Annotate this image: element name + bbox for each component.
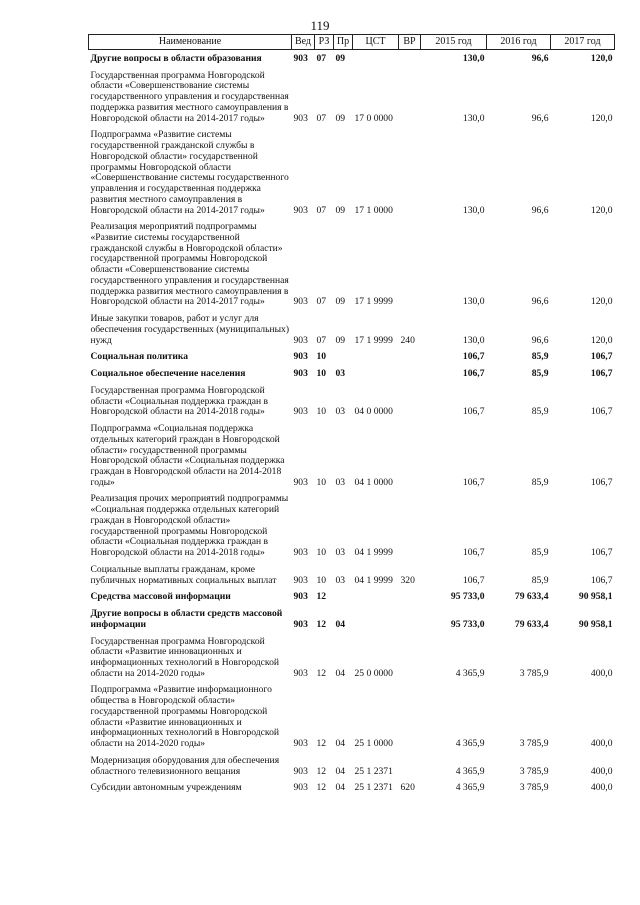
cell-2016: 3 785,9 xyxy=(519,782,549,794)
cell-cst: 25 1 0000 xyxy=(354,738,393,750)
cell-cst xyxy=(353,605,399,632)
cell-2016: 3 785,9 xyxy=(519,738,549,750)
cell-cst: 25 1 2371 xyxy=(354,765,393,777)
cell-ved: 903 xyxy=(293,204,308,216)
cell-rz: 12 xyxy=(316,765,327,777)
cell-cst xyxy=(353,365,399,382)
cell-2016: 85,9 xyxy=(531,368,549,380)
cell-rz: 10 xyxy=(316,351,327,363)
table-row xyxy=(89,633,615,682)
cell-rz: 12 xyxy=(316,782,327,794)
cell-2017: 106,7 xyxy=(590,351,613,363)
cell-2017: 106,7 xyxy=(590,476,613,488)
header-cst: ЦСТ xyxy=(353,35,399,50)
table-header xyxy=(89,35,615,50)
cell-2017: 106,7 xyxy=(590,547,613,559)
cell-2016: 79 633,4 xyxy=(514,618,549,630)
cell-name: Средства массовой информации xyxy=(90,591,231,603)
cell-vr xyxy=(399,218,421,310)
table-row xyxy=(89,348,615,365)
cell-2017: 106,7 xyxy=(590,406,613,418)
cell-2017: 120,0 xyxy=(590,296,613,308)
cell-pr: 09 xyxy=(335,53,346,64)
cell-pr: 09 xyxy=(335,334,346,346)
table-row xyxy=(89,50,615,67)
cell-2015: 130,0 xyxy=(462,296,485,308)
table-row xyxy=(89,382,615,420)
cell-2015: 106,7 xyxy=(462,574,485,586)
table-row xyxy=(89,779,615,796)
cell-ved: 903 xyxy=(293,53,308,64)
cell-vr xyxy=(399,605,421,632)
cell-pr xyxy=(334,348,353,365)
cell-2015: 4 365,9 xyxy=(455,765,485,777)
page-number: 119 xyxy=(310,18,330,33)
table-row xyxy=(89,681,615,751)
cell-2016: 85,9 xyxy=(531,476,549,488)
cell-pr: 04 xyxy=(335,738,346,750)
cell-rz: 07 xyxy=(316,334,327,346)
table-row xyxy=(89,365,615,382)
cell-pr: 03 xyxy=(335,547,346,559)
cell-name: Государственная программа Новгородской области «Социальная поддержка граждан в Новгородской области на 2014-2018 годы» xyxy=(90,384,269,418)
cell-cst: 25 0 0000 xyxy=(354,667,393,679)
cell-2017: 90 958,1 xyxy=(578,591,613,603)
cell-cst: 04 1 9999 xyxy=(354,574,393,586)
cell-rz: 10 xyxy=(316,476,327,488)
cell-vr xyxy=(399,50,421,67)
cell-rz: 12 xyxy=(316,591,327,603)
cell-pr: 04 xyxy=(335,765,346,777)
cell-pr: 09 xyxy=(335,296,346,308)
cell-name: Иные закупки товаров, работ и услуг для обеспечения государственных (муниципальных) нужд xyxy=(90,313,290,346)
cell-pr: 03 xyxy=(335,406,346,418)
cell-2017: 400,0 xyxy=(590,738,613,750)
cell-name: Другие вопросы в области образования xyxy=(90,53,262,64)
cell-pr: 03 xyxy=(335,368,346,380)
cell-cst: 04 1 0000 xyxy=(354,476,393,488)
cell-vr: 620 xyxy=(400,782,415,794)
cell-2015: 130,0 xyxy=(462,112,485,124)
cell-cst xyxy=(353,348,399,365)
header-pr: Пр xyxy=(334,35,353,50)
cell-ved: 903 xyxy=(293,782,308,794)
cell-name: Другие вопросы в области средств массовой информации xyxy=(90,608,283,630)
cell-2017: 106,7 xyxy=(590,368,613,380)
cell-2016: 3 785,9 xyxy=(519,667,549,679)
cell-vr xyxy=(399,348,421,365)
cell-ved: 903 xyxy=(293,591,308,603)
cell-ved: 903 xyxy=(293,547,308,559)
table-row xyxy=(89,126,615,218)
cell-pr xyxy=(334,588,353,605)
cell-vr xyxy=(399,588,421,605)
cell-vr: 240 xyxy=(400,334,415,346)
cell-vr xyxy=(399,67,421,127)
cell-2017: 400,0 xyxy=(590,765,613,777)
cell-2016: 96,6 xyxy=(531,204,549,216)
cell-vr xyxy=(399,681,421,751)
cell-ved: 903 xyxy=(293,406,308,418)
cell-cst: 17 1 9999 xyxy=(354,334,393,346)
cell-name: Подпрограмма «Развитие информационного общества в Новгородской области» государственной программы Новгородской области «Развитие инновационных и информационных технологий в Новгородской области на 2014-2020 годы» xyxy=(90,684,280,750)
cell-pr: 09 xyxy=(335,204,346,216)
cell-ved: 903 xyxy=(293,368,308,380)
cell-vr xyxy=(399,490,421,560)
cell-2015: 95 733,0 xyxy=(450,591,485,603)
cell-2015: 130,0 xyxy=(462,53,485,64)
cell-2015: 95 733,0 xyxy=(450,618,485,630)
cell-2015: 106,7 xyxy=(462,406,485,418)
cell-name: Государственная программа Новгородской области «Совершенствование системы государственного управления и государственная поддержка развития местного самоуправления в Новгородской области на 2014-2017 годы» xyxy=(90,69,289,124)
cell-name: Модернизация оборудования для обеспечения областного телевизионного вещания xyxy=(90,754,280,777)
cell-rz: 07 xyxy=(316,112,327,124)
table-row xyxy=(89,752,615,779)
cell-rz: 12 xyxy=(316,618,327,630)
table-row xyxy=(89,67,615,127)
cell-pr: 09 xyxy=(335,112,346,124)
cell-2016: 3 785,9 xyxy=(519,765,549,777)
header-2016: 2016 год xyxy=(487,35,551,50)
cell-2016: 96,6 xyxy=(531,296,549,308)
cell-cst: 25 1 2371 xyxy=(354,782,393,794)
header-name: Наименование xyxy=(89,35,292,50)
cell-2015: 130,0 xyxy=(462,204,485,216)
cell-name: Государственная программа Новгородской области «Развитие инновационных и информационных технологий в Новгородской области на 2014-2020 годы» xyxy=(90,635,280,679)
cell-rz: 12 xyxy=(316,738,327,750)
cell-2017: 120,0 xyxy=(590,204,613,216)
cell-pr: 04 xyxy=(335,618,346,630)
budget-table xyxy=(88,34,615,796)
cell-vr xyxy=(399,382,421,420)
cell-ved: 903 xyxy=(293,667,308,679)
cell-pr: 03 xyxy=(335,574,346,586)
cell-2015: 4 365,9 xyxy=(455,738,485,750)
table-row xyxy=(89,490,615,560)
cell-name: Социальное обеспечение населения xyxy=(90,368,246,380)
cell-cst: 04 1 9999 xyxy=(354,547,393,559)
cell-cst: 17 0 0000 xyxy=(354,112,393,124)
cell-pr: 04 xyxy=(335,782,346,794)
cell-pr: 03 xyxy=(335,476,346,488)
cell-name: Реализация мероприятий подпрограммы «Развитие системы государственной гражданской службы в Новгородской области» государственной программы Новгородской области «Совершенствование системы государственного управления и государственная поддержка развития местного самоуправления в Новгородской области на 2014-2017 годы» xyxy=(90,221,289,308)
cell-name: Подпрограмма «Социальная поддержка отдельных категорий граждан в Новгородской области» государственной программы Новгородской области «Социальная поддержка граждан в Новгородской области на 2014-2018 годы» xyxy=(90,423,285,488)
cell-2016: 96,6 xyxy=(531,334,549,346)
cell-vr: 320 xyxy=(400,574,415,586)
cell-2015: 130,0 xyxy=(462,334,485,346)
cell-name: Подпрограмма «Развитие системы государственной гражданской службы в Новгородской области» государственной программы Новгородской области «Совершенствование системы государственного управления и государственная поддержка развития местного самоуправления в Новгородской области на 2014-2017 годы» xyxy=(90,129,289,216)
header-2015: 2015 год xyxy=(421,35,487,50)
cell-2016: 85,9 xyxy=(531,574,549,586)
cell-ved: 903 xyxy=(293,112,308,124)
cell-2017: 120,0 xyxy=(590,53,613,64)
cell-2015: 106,7 xyxy=(462,476,485,488)
table-row xyxy=(89,605,615,632)
cell-cst: 17 1 9999 xyxy=(354,296,393,308)
cell-ved: 903 xyxy=(293,765,308,777)
cell-2016: 96,6 xyxy=(531,53,549,64)
cell-2017: 120,0 xyxy=(590,334,613,346)
cell-2016: 85,9 xyxy=(531,351,549,363)
cell-vr xyxy=(399,752,421,779)
cell-rz: 10 xyxy=(316,574,327,586)
cell-cst xyxy=(353,50,399,67)
table-row xyxy=(89,420,615,490)
cell-2017: 106,7 xyxy=(590,574,613,586)
cell-2017: 120,0 xyxy=(590,112,613,124)
cell-rz: 07 xyxy=(316,53,327,64)
cell-ved: 903 xyxy=(293,574,308,586)
cell-cst xyxy=(353,588,399,605)
cell-rz: 10 xyxy=(316,547,327,559)
cell-2017: 400,0 xyxy=(590,782,613,794)
cell-ved: 903 xyxy=(293,296,308,308)
cell-2015: 106,7 xyxy=(462,351,485,363)
cell-cst: 17 1 0000 xyxy=(354,204,393,216)
cell-rz: 12 xyxy=(316,667,327,679)
cell-2017: 400,0 xyxy=(590,667,613,679)
cell-ved: 903 xyxy=(293,351,308,363)
cell-name: Социальные выплаты гражданам, кроме публичных нормативных социальных выплат xyxy=(90,563,277,586)
cell-vr xyxy=(399,633,421,682)
cell-2015: 4 365,9 xyxy=(455,782,485,794)
cell-2016: 79 633,4 xyxy=(514,591,549,603)
table-row xyxy=(89,561,615,588)
table-row xyxy=(89,588,615,605)
cell-name: Социальная политика xyxy=(90,351,189,363)
header-ved: Вед xyxy=(292,35,315,50)
header-vr: ВР xyxy=(399,35,421,50)
cell-ved: 903 xyxy=(293,334,308,346)
cell-ved: 903 xyxy=(293,476,308,488)
cell-rz: 07 xyxy=(316,204,327,216)
cell-2016: 85,9 xyxy=(531,406,549,418)
cell-2015: 106,7 xyxy=(462,547,485,559)
cell-vr xyxy=(399,420,421,490)
header-2017: 2017 год xyxy=(551,35,615,50)
table-row xyxy=(89,310,615,348)
cell-vr xyxy=(399,126,421,218)
cell-ved: 903 xyxy=(293,738,308,750)
cell-name: Субсидии автономным учреждениям xyxy=(90,782,242,794)
cell-2015: 106,7 xyxy=(462,368,485,380)
table-body xyxy=(89,50,615,797)
cell-2017: 90 958,1 xyxy=(578,618,613,630)
cell-ved: 903 xyxy=(293,618,308,630)
cell-rz: 10 xyxy=(316,406,327,418)
cell-rz: 07 xyxy=(316,296,327,308)
cell-name: Реализация прочих мероприятий подпрограммы «Социальная поддержка отдельных категорий граждан в Новгородской области» государственной программы Новгородской области «Социальная поддержка граждан в Новгородской области на 2014-2018 годы» xyxy=(90,493,289,559)
cell-pr: 04 xyxy=(335,667,346,679)
cell-2016: 96,6 xyxy=(531,112,549,124)
cell-2016: 85,9 xyxy=(531,547,549,559)
cell-rz: 10 xyxy=(316,368,327,380)
cell-cst: 04 0 0000 xyxy=(354,406,393,418)
header-rz: РЗ xyxy=(315,35,334,50)
cell-2015: 4 365,9 xyxy=(455,667,485,679)
cell-vr xyxy=(399,365,421,382)
table-row xyxy=(89,218,615,310)
